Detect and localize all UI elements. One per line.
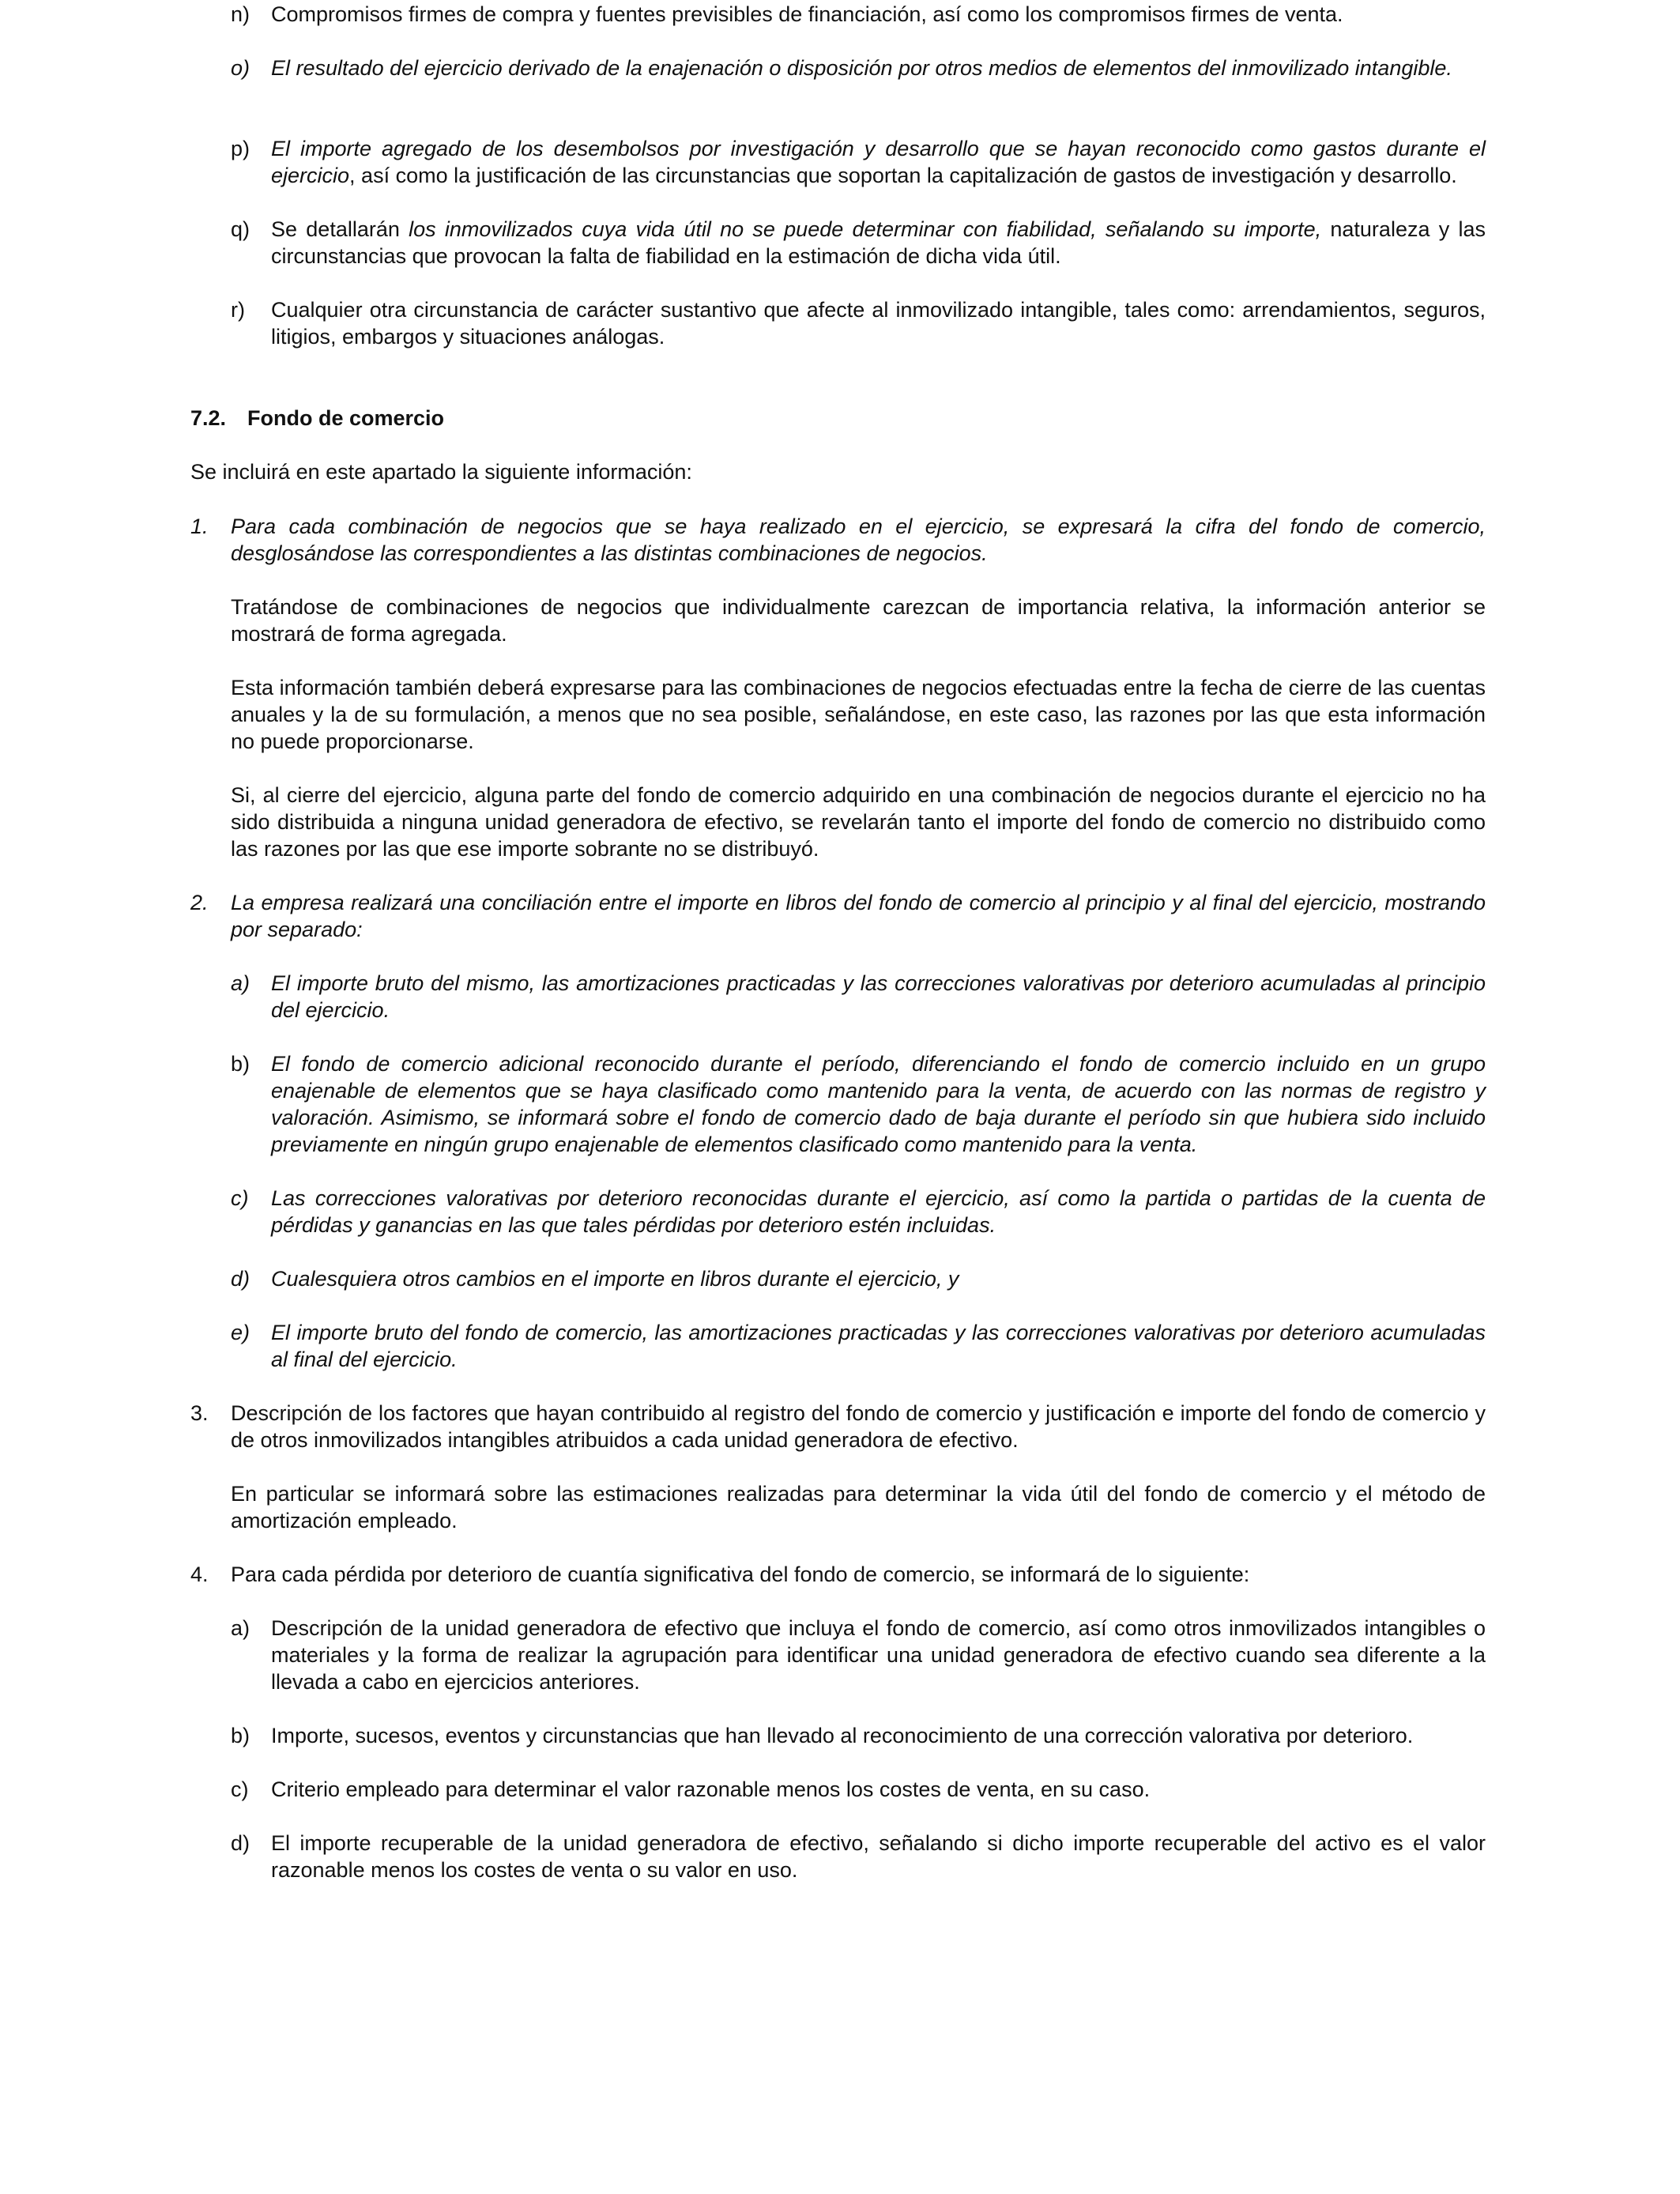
section-intro: Se incluirá en este apartado la siguiente información:	[190, 460, 692, 484]
list-marker: 2.	[190, 891, 209, 914]
list-text: La empresa realizará una conciliación entre el importe en libros del fondo de comercio al principio y al final del ejercicio, mostrando por separado:	[231, 891, 1486, 941]
list-marker: c)	[231, 1777, 249, 1801]
list-marker: b)	[231, 1052, 250, 1076]
list-marker: n)	[231, 2, 250, 26]
paragraph: En particular se informará sobre las estimaciones realizadas para determinar la vida útil del fondo de comercio y el método de amortización empleado.	[231, 1482, 1486, 1532]
list-text: Para cada pérdida por deterioro de cuantía significativa del fondo de comercio, se informará de lo siguiente:	[231, 1563, 1250, 1586]
list-text: Cualesquiera otros cambios en el importe en libros durante el ejercicio, y	[271, 1267, 959, 1291]
list-marker: r)	[231, 298, 245, 322]
list-text: Descripción de la unidad generadora de efectivo que incluya el fondo de comercio, así como otros inmovilizados intangibles o materiales y la forma de realizar la agrupación para identificar una unidad generadora de efectivo cuando sea diferente a la llevada a cabo en ejercicios anteriores.	[271, 1616, 1486, 1694]
list-marker: a)	[231, 1616, 250, 1640]
list-marker: c)	[231, 1186, 249, 1210]
list-text: Para cada combinación de negocios que se haya realizado en el ejercicio, se expresará la cifra del fondo de comercio, desglosándose las correspondientes a las distintas combinaciones de negocios.	[231, 515, 1486, 565]
list-text: Compromisos firmes de compra y fuentes previsibles de financiación, así como los compromisos firmes de venta.	[271, 2, 1343, 26]
list-text: Descripción de los factores que hayan contribuido al registro del fondo de comercio y justificación e importe del fondo de comercio y de otros inmovilizados intangibles atribuidos a cada unidad generadora de efectivo.	[231, 1401, 1486, 1452]
list-text: Se detallarán los inmovilizados cuya vida útil no se puede determinar con fiabilidad, señalando su importe, naturaleza y las circunstancias que provocan la falta de fiabilidad en la estimación de dicha vida útil.	[271, 217, 1486, 268]
list-marker: p)	[231, 137, 250, 160]
list-text: El importe bruto del fondo de comercio, las amortizaciones practicadas y las correcciones valorativas por deterioro acumuladas al final del ejercicio.	[271, 1321, 1486, 1371]
list-text: Las correcciones valorativas por deterioro reconocidas durante el ejercicio, así como la partida o partidas de la cuenta de pérdidas y ganancias en las que tales pérdidas por deterioro estén incluidas.	[271, 1186, 1486, 1237]
section-title: Fondo de comercio	[247, 406, 445, 430]
list-text: El importe bruto del mismo, las amortizaciones practicadas y las correcciones valorativas por deterioro acumuladas al principio del ejercicio.	[271, 971, 1486, 1022]
list-marker: 4.	[190, 1563, 209, 1586]
list-text: El importe recuperable de la unidad generadora de efectivo, señalando si dicho importe recuperable del activo es el valor razonable menos los costes de venta o su valor en uso.	[271, 1831, 1486, 1882]
paragraph: Si, al cierre del ejercicio, alguna parte del fondo de comercio adquirido en una combinación de negocios durante el ejercicio no ha sido distribuida a ninguna unidad generadora de efectivo, se revelarán tanto el importe del fondo de comercio no distribuido como las razones por las que ese importe sobrante no se distribuyó.	[231, 783, 1486, 861]
list-text: Criterio empleado para determinar el valor razonable menos los costes de venta, en su caso.	[271, 1777, 1151, 1801]
list-marker: e)	[231, 1321, 250, 1344]
list-text: Cualquier otra circunstancia de carácter sustantivo que afecte al inmovilizado intangible, tales como: arrendamientos, seguros, litigios, embargos y situaciones análogas.	[271, 298, 1486, 349]
section-heading	[190, 405, 744, 432]
list-marker: 1.	[190, 515, 209, 538]
list-text: El resultado del ejercicio derivado de la enajenación o disposición por otros medios de elementos del inmovilizado intangible.	[271, 56, 1452, 80]
section-number: 7.2.	[190, 406, 227, 430]
list-text: El importe agregado de los desembolsos por investigación y desarrollo que se hayan reconocido como gastos durante el ejercicio, así como la justificación de las circunstancias que soportan la capitalización de gastos de investigación y desarrollo.	[271, 137, 1486, 187]
paragraph: Esta información también deberá expresarse para las combinaciones de negocios efectuadas entre la fecha de cierre de las cuentas anuales y la de su formulación, a menos que no sea posible, señalándose, en este caso, las razones por las que esta información no puede proporcionarse.	[231, 676, 1486, 753]
list-marker: q)	[231, 217, 250, 241]
list-text: Importe, sucesos, eventos y circunstancias que han llevado al reconocimiento de una corrección valorativa por deterioro.	[271, 1724, 1414, 1747]
list-text: El fondo de comercio adicional reconocido durante el período, diferenciando el fondo de comercio incluido en un grupo enajenable de elementos que se haya clasificado como mantenido para la venta, de acuerdo con las normas de registro y valoración. Asimismo, se informará sobre el fondo de comercio dado de baja durante el período sin que hubiera sido incluido previamente en ningún grupo enajenable de elementos clasificado como mantenido para la venta.	[271, 1052, 1486, 1156]
list-marker: o)	[231, 56, 250, 80]
list-marker: b)	[231, 1724, 250, 1747]
paragraph: Tratándose de combinaciones de negocios que individualmente carezcan de importancia relativa, la información anterior se mostrará de forma agregada.	[231, 595, 1486, 646]
list-marker: 3.	[190, 1401, 209, 1425]
list-marker: d)	[231, 1831, 250, 1855]
list-marker: d)	[231, 1267, 250, 1291]
list-marker: a)	[231, 971, 250, 995]
